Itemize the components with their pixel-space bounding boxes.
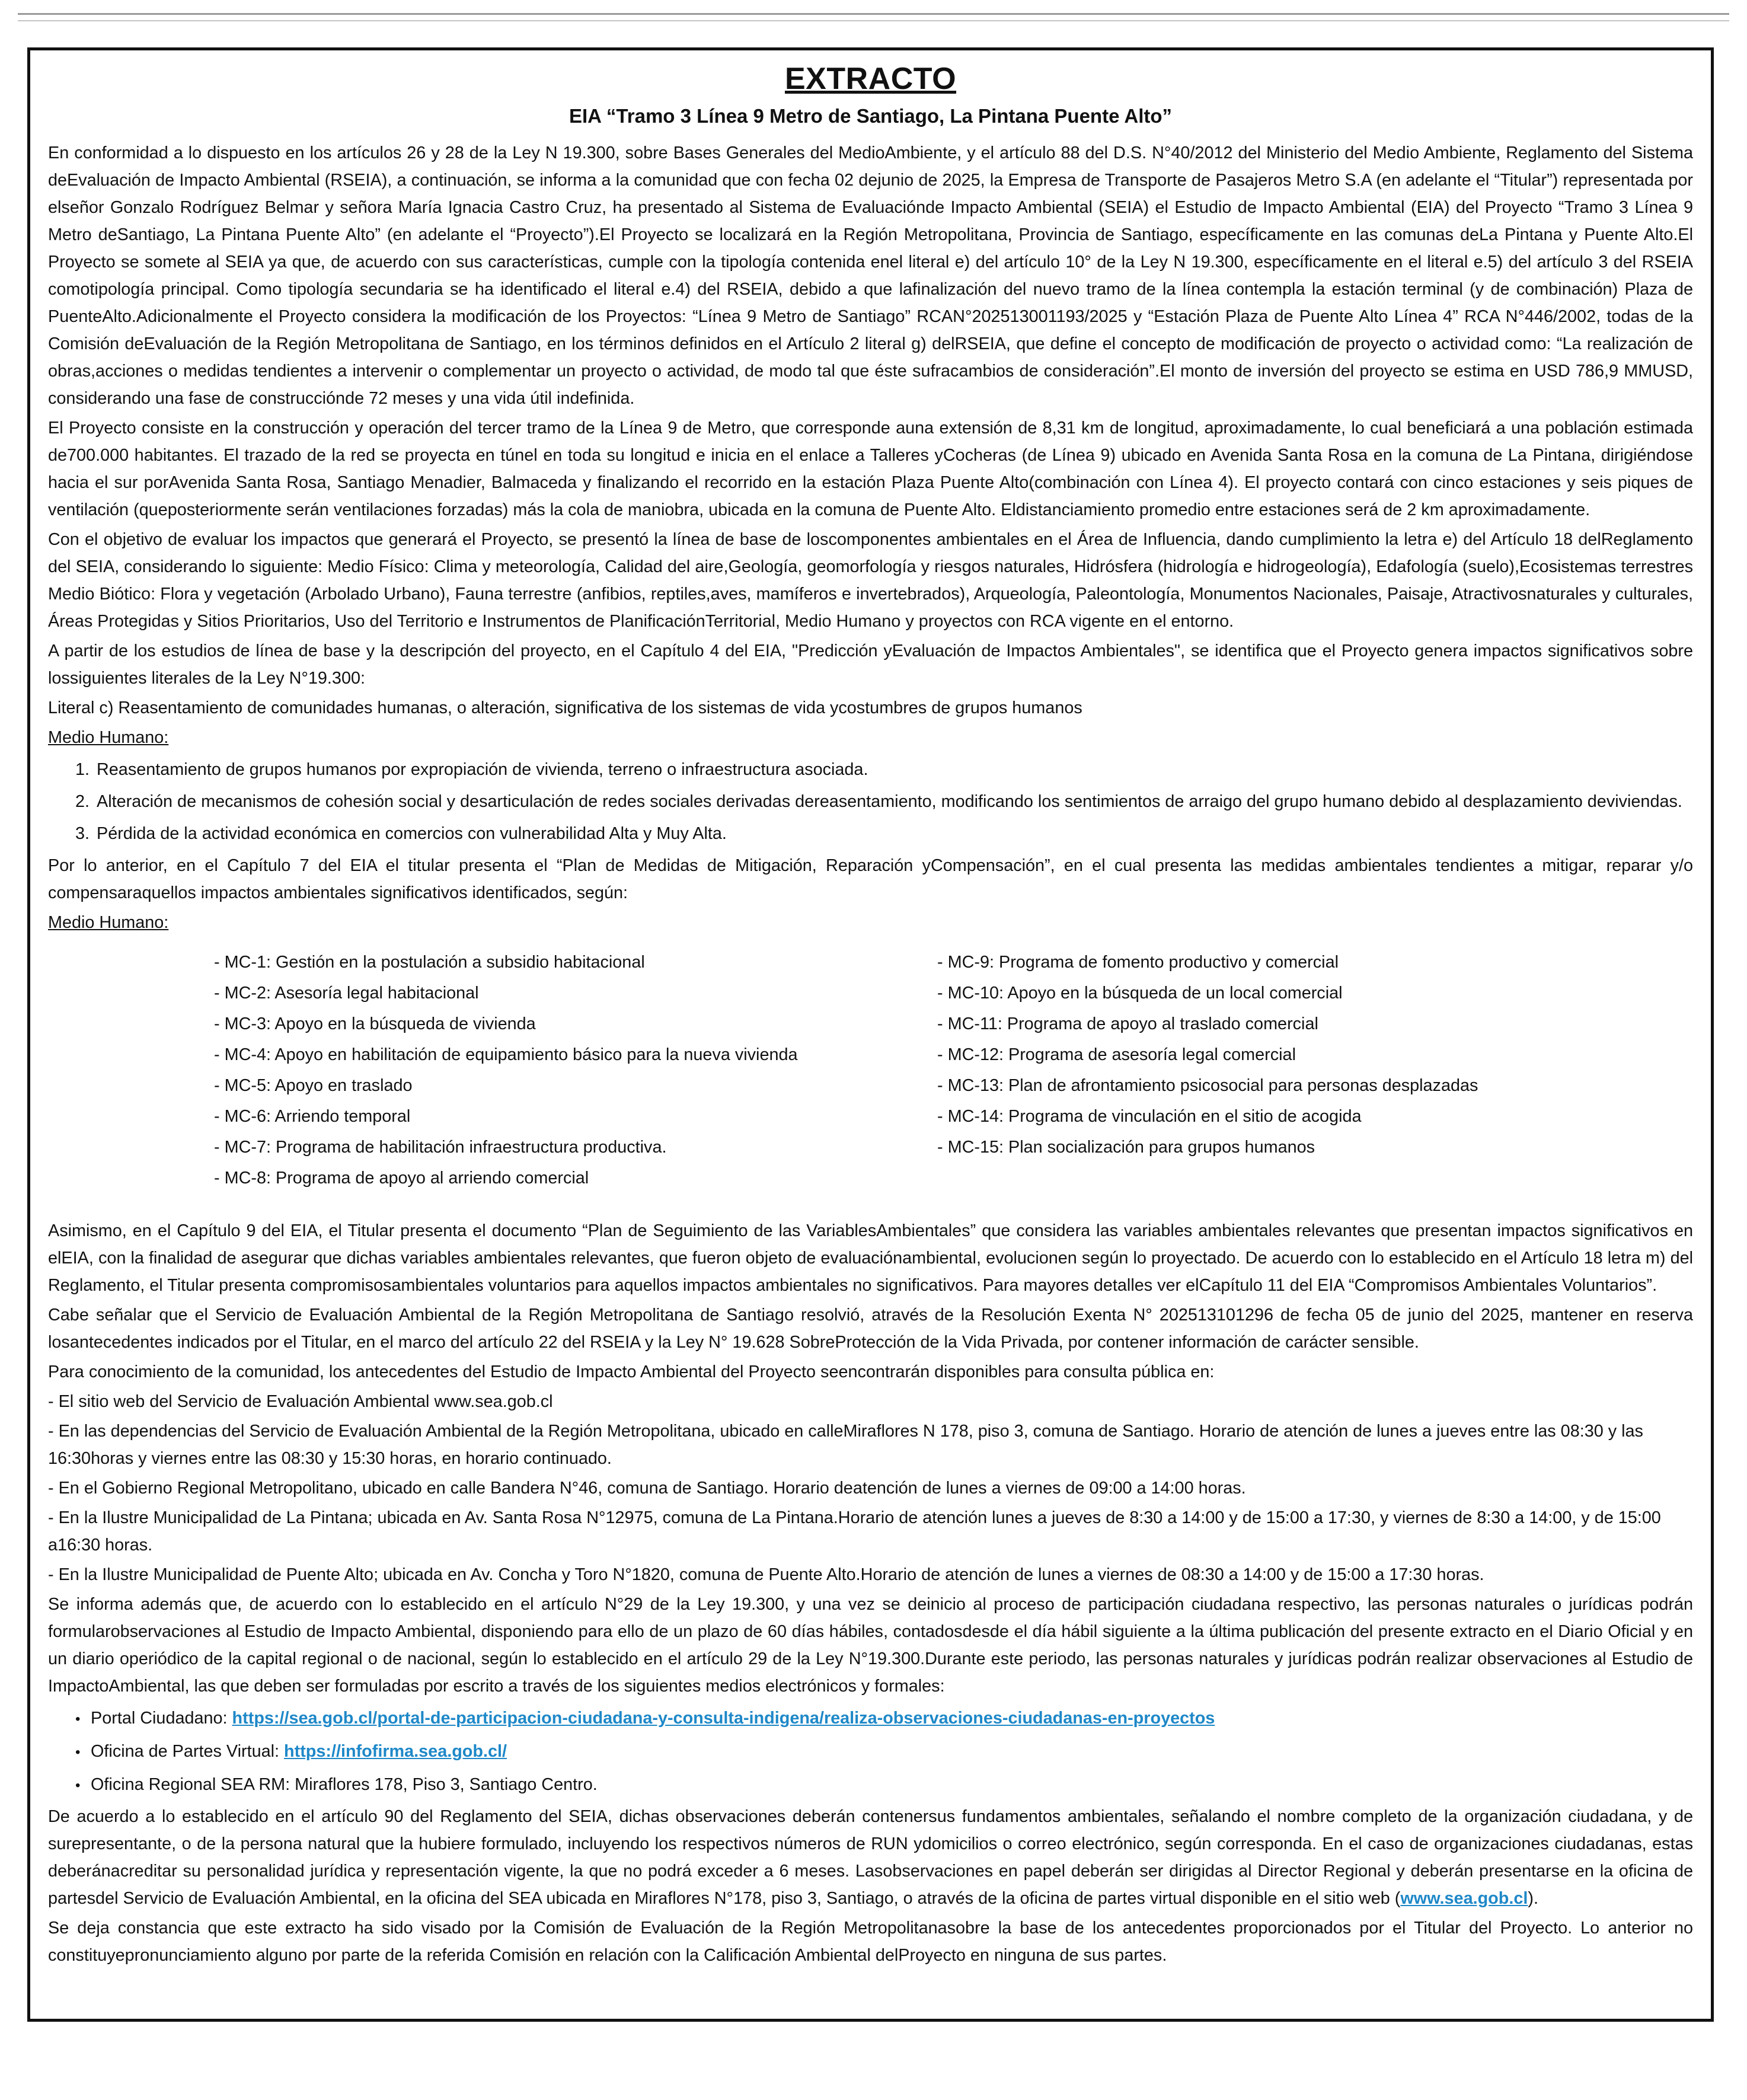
bullet-icon: • — [75, 1744, 81, 1760]
location-item: - En las dependencias del Servicio de Evaluación Ambiental de la Región Metropolitana, ubicado en calleMiraflores N 178, piso 3, comuna de Santiago. Horario de atención de lunes a jueves entre las 08:30 y las 16:30horas y viernes entre las 08:30 y 15:30 horas, en horario continuado. — [48, 1422, 1643, 1468]
paragraph-closing: Se deja constancia que este extracto ha sido visado por la Comisión de Evaluación de la Región Metropolitanasobre la base de los antecedentes proporcionados por el Titular del Proyecto. Lo anterior no constituyepronunciamiento alguno por parte de la referida Comisión en relación con la Calificación Ambiental delProyecto en ninguna de sus partes. — [48, 1919, 1693, 1965]
paragraph-literal-c: Literal c) Reasentamiento de comunidades humanas, o alteración, significativa de los sistemas de vida ycostumbres de grupos humanos — [48, 698, 1082, 717]
bullet-icon: • — [75, 1777, 81, 1793]
paragraph-project-description: El Proyecto consiste en la construcción y operación del tercer tramo de la Línea 9 de Metro, que corresponde auna extensión de 8,31 km de longitud, aproximadamente, lo cual beneficiará a una población estimada de700.000 habitantes. El trazado de la red se proyecta en túnel en toda su longitud e inicia en el enlace a Talleres yCocheras (de Línea 9) ubicado en Avenida Santa Rosa en la comuna de La Pintana, dirigiéndose hacia el sur porAvenida Santa Rosa, Santiago Menadier, Balmaceda y finalizando el recorrido en la estación Plaza Puente Alto(combinación con Línea 4). El proyecto contará con cinco estaciones y seis piques de ventilación (queposteriormente serán ventilaciones forzadas) más la cola de maniobra, ubicada en la comuna de Puente Alto. Eldistanciamiento promedio entre estaciones será de 2 km aproximadamente. — [48, 419, 1693, 519]
document-subtitle: EIA “Tramo 3 Línea 9 Metro de Santiago, La Pintana Puente Alto” — [569, 105, 1173, 127]
measure-item: - MC-11: Programa de apoyo al traslado comercial — [937, 1014, 1318, 1033]
bullet-icon: • — [75, 1711, 81, 1727]
oficina-partes-link[interactable]: https://infofirma.sea.gob.cl/ — [284, 1742, 507, 1761]
measure-item: - MC-3: Apoyo en la búsqueda de vivienda — [214, 1014, 536, 1033]
medio-humano-heading-measures: Medio Humano: — [48, 913, 169, 932]
measures-right-column — [937, 947, 1693, 1193]
paragraph-participation: Se informa además que, de acuerdo con lo establecido en el artículo N°29 de la Ley 19.300, y una vez se deinicio al proceso de participación ciudadana respectivo, las personas naturales o jurídicas podrán formularobservaciones al Estudio de Impacto Ambiental, disponiendo para ello de un plazo de 60 días hábiles, contadosdesde el día hábil siguiente a la última publicación del presente extracto en el Diario Oficial y en un diario operiódico de la capital regional o de nacional, según lo establecido en el artículo 29 de la Ley N°19.300.Durante este periodo, las personas naturales y jurídicas podrán realizar observaciones al Estudio de ImpactoAmbiental, las que deben ser formuladas por escrito a través de los siguientes medios electrónicos y formales: — [48, 1595, 1693, 1696]
oficina-regional-text: Oficina Regional SEA RM: Miraflores 178, Piso 3, Santiago Centro. — [91, 1775, 598, 1794]
measure-item: - MC-15: Plan socialización para grupos humanos — [937, 1138, 1315, 1157]
paragraph-impacts-intro: A partir de los estudios de línea de base y la descripción del proyecto, en el Capítulo 4 del EIA, "Predicción yEvaluación de Impactos Ambientales", se identifica que el Proyecto genera impactos significativos sobre lossiguientes literales de la Ley N°19.300: — [48, 642, 1693, 688]
measure-item: - MC-5: Apoyo en traslado — [214, 1076, 413, 1095]
top-rule — [18, 13, 1729, 15]
document-title: EXTRACTO — [784, 62, 957, 96]
observations-text-end: ). — [1528, 1889, 1538, 1908]
measure-item: - MC-1: Gestión en la postulación a subsidio habitacional — [214, 953, 645, 972]
measure-item: - MC-14: Programa de vinculación en el sitio de acogida — [937, 1107, 1362, 1126]
location-item: - En el Gobierno Regional Metropolitano, ubicado en calle Bandera N°46, comuna de Santiago. Horario deatención de lunes a viernes de 09:00 a 14:00 horas. — [48, 1479, 1246, 1498]
channels-list — [48, 1702, 1693, 1802]
paragraph-baseline: Con el objetivo de evaluar los impactos que generará el Proyecto, se presentó la línea de base de loscomponentes ambientales en el Área de Influencia, dando cumplimiento la letra e) del Artículo 18 delReglamento del SEIA, considerando lo siguiente: Medio Físico: Clima y meteorología, Calidad del aire,Geología, geomorfología y riesgos naturales, Hidrósfera (hidrología e hidrogeología), Edafología (suelo),Ecosistemas terrestres Medio Biótico: Flora y vegetación (Arbolado Urbano), Fauna terrestre (anfibios, reptiles,aves, mamíferos e invertebrados), Arqueología, Paleontología, Monumentos Nacionales, Paisaje, Atractivosnaturales y culturales, Áreas Protegidas y Sitios Prioritarios, Uso del Territorio e Instrumentos de PlanificaciónTerritorial, Medio Humano y proyectos con RCA vigente en el entorno. — [48, 530, 1693, 631]
measure-item: - MC-7: Programa de habilitación infraestructura productiva. — [214, 1138, 667, 1157]
location-item: - El sitio web del Servicio de Evaluación Ambiental www.sea.gob.cl — [48, 1392, 553, 1411]
measures-left-column — [214, 947, 937, 1193]
measure-item: - MC-2: Asesoría legal habitacional — [214, 984, 479, 1003]
paragraph-intro: En conformidad a lo dispuesto en los artículos 26 y 28 de la Ley N 19.300, sobre Bases Generales del MedioAmbiente, y el artículo 88 del D.S. N°40/2012 del Ministerio del Medio Ambiente, Reglamento del Sistema deEvaluación de Impacto Ambiental (RSEIA), a continuación, se informa a la comunidad que con fecha 02 dejunio de 2025, la Empresa de Transporte de Pasajeros Metro S.A (en adelante el “Titular”) representada por elseñor Gonzalo Rodríguez Belmar y señora María Ignacia Castro Cruz, ha presentado al Sistema de Evaluaciónde Impacto Ambiental (SEIA) el Estudio de Impacto Ambiental (EIA) del Proyecto “Tramo 3 Línea 9 Metro deSantiago, La Pintana Puente Alto” (en adelante el “Proyecto”).El Proyecto se localizará en la Región Metropolitana, Provincia de Santiago, específicamente en las comunas deLa Pintana y Puente Alto.El Proyecto se somete al SEIA ya que, de acuerdo con sus características, cumple con la tipología contenida enel literal e) del artículo 10° de la Ley N 19.300, específicamente en el literal e.5) del artículo 3 del RSEIA comotipología principal. Como tipología secundaria se ha identificado el literal e.4) del RSEIA, debido a que lafinalización del nuevo tramo de la línea contempla la estación terminal (y de combinación) Plaza de PuenteAlto.Adicionalmente el Proyecto considera la modificación de los Proyectos: “Línea 9 Metro de Santiago” RCAN°202513001193/2025 y “Estación Plaza de Puente Alto Línea 4” RCA N°446/2002, todas de la Comisión deEvaluación de la Región Metropolitana de Santiago, en los términos definidos en el Artículo 2 literal g) delRSEIA, que define el concepto de modificación de proyecto o actividad como: “La realización de obras,acciones o medidas tendientes a intervenir o complementar un proyecto o actividad, de modo tal que éste sufracambios de consideración”.El monto de inversión del proyecto se estima en USD 786,9 MMUSD, considerando una fase de construcciónde 72 meses y una vida útil indefinida. — [48, 143, 1693, 408]
measure-item: - MC-10: Apoyo en la búsqueda de un local comercial — [937, 984, 1343, 1003]
paragraph-observations-requirements — [48, 1803, 1693, 1912]
paragraph-mitigation-plan: Por lo anterior, en el Capítulo 7 del EIA el titular presenta el “Plan de Medidas de Mitigación, Reparación yCompensación”, en el cual presenta las medidas ambientales tendientes a mitigar, reparar y/o compensaraquellos impactos ambientales significativos identificados, según: — [48, 856, 1693, 902]
measure-item: - MC-8: Programa de apoyo al arriendo comercial — [214, 1169, 589, 1188]
location-item: - En la Ilustre Municipalidad de Puente Alto; ubicada en Av. Concha y Toro N°1820, comuna de Puente Alto.Horario de atención de lunes a viernes de 08:30 a 14:00 y de 15:00 a 17:30 horas. — [48, 1565, 1484, 1584]
channel-portal — [75, 1702, 1693, 1735]
impact-item: 2. Alteración de mecanismos de cohesión social y desarticulación de redes sociales derivadas dereasentamiento, modificando los sentimientos de arraigo del grupo humano debido al desplazamiento deviviendas. — [94, 786, 1693, 818]
measure-item: - MC-6: Arriendo temporal — [214, 1107, 411, 1126]
impact-item: 1. Reasentamiento de grupos humanos por expropiación de vivienda, terreno o infraestructura asociada. — [94, 754, 1693, 786]
impact-item: 3. Pérdida de la actividad económica en comercios con vulnerabilidad Alta y Muy Alta. — [94, 818, 1693, 850]
location-item: - En la Ilustre Municipalidad de La Pintana; ubicada en Av. Santa Rosa N°12975, comuna de La Pintana.Horario de atención lunes a jueves de 8:30 a 14:00 y de 15:00 a 17:30, y viernes de 8:30 a 14:00, y de 15:00 a16:30 horas. — [48, 1508, 1661, 1555]
paragraph-public-consultation: Para conocimiento de la comunidad, los antecedentes del Estudio de Impacto Ambiental del Proyecto seencontrarán disponibles para consulta pública en: — [48, 1362, 1215, 1381]
measure-item: - MC-9: Programa de fomento productivo y comercial — [937, 953, 1339, 972]
measure-item: - MC-12: Programa de asesoría legal comercial — [937, 1045, 1296, 1064]
portal-label: Portal Ciudadano: — [91, 1709, 232, 1728]
paragraph-monitoring-plan: Asimismo, en el Capítulo 9 del EIA, el Titular presenta el documento “Plan de Seguimiento de las VariablesAmbientales” que considera las variables ambientales relevantes que presentan impactos significativos en elEIA, con la finalidad de asegurar que dichas variables ambientales relevantes, que fueron objeto de evaluaciónambiental, evolucionen según lo proyectado. De acuerdo con lo establecido en el Artículo 18 letra m) del Reglamento, el Titular presenta compromisosambientales voluntarios para aquellos impactos ambientales no significativos. Para mayores detalles ver elCapítulo 11 del EIA “Compromisos Ambientales Voluntarios”. — [48, 1221, 1693, 1295]
channel-oficina-virtual — [75, 1735, 1693, 1769]
paragraph-reserve-resolution: Cabe señalar que el Servicio de Evaluación Ambiental de la Región Metropolitana de Santiago resolvió, através de la Resolución Exenta N° 202513101296 de fecha 05 de junio del 2025, mantener en reserva losantecedentes indicados por el Titular, en el marco del artículo 22 del RSEIA y la Ley N° 19.628 SobreProtección de la Vida Privada, por contener información de carácter sensible. — [48, 1306, 1693, 1352]
impacts-list — [48, 754, 1693, 850]
observations-text: De acuerdo a lo establecido en el artículo 90 del Reglamento del SEIA, dichas observaciones deberán contenersus fundamentos ambientales, señalando el nombre completo de la organización ciudadana, y de surepresentante, o de la persona natural que la hubiere formulado, incluyendo los respectivos números de RUN ydomicilios o correo electrónico, según corresponda. En el caso de organizaciones ciudadanas, estas deberánacreditar su personalidad jurídica y representación vigente, la que no podrá exceder a 6 meses. Lasobservaciones en papel deberán ser dirigidas al Director Regional y deberán presentarse en la oficina de partesdel Servicio de Evaluación Ambiental, en la oficina del SEA ubicada en Miraflores N°178, piso 3, Santiago, o através de la oficina de partes virtual disponible en el sitio web ( — [48, 1807, 1693, 1908]
measures-columns — [48, 947, 1693, 1193]
top-rule-thin — [18, 20, 1729, 21]
channel-oficina-regional — [75, 1769, 1693, 1802]
oficina-label: Oficina de Partes Virtual: — [91, 1742, 285, 1761]
portal-ciudadano-link[interactable]: https://sea.gob.cl/portal-de-participacion-ciudadana-y-consulta-indigena/realiza-observaciones-ciudadanas-en-proyectos — [232, 1709, 1215, 1728]
measure-item: - MC-13: Plan de afrontamiento psicosocial para personas desplazadas — [937, 1076, 1478, 1095]
sea-website-link[interactable]: www.sea.gob.cl — [1400, 1889, 1528, 1908]
measure-item: - MC-4: Apoyo en habilitación de equipamiento básico para la nueva vivienda — [214, 1045, 798, 1064]
medio-humano-heading: Medio Humano: — [48, 728, 169, 747]
extracto-frame — [27, 47, 1714, 2022]
